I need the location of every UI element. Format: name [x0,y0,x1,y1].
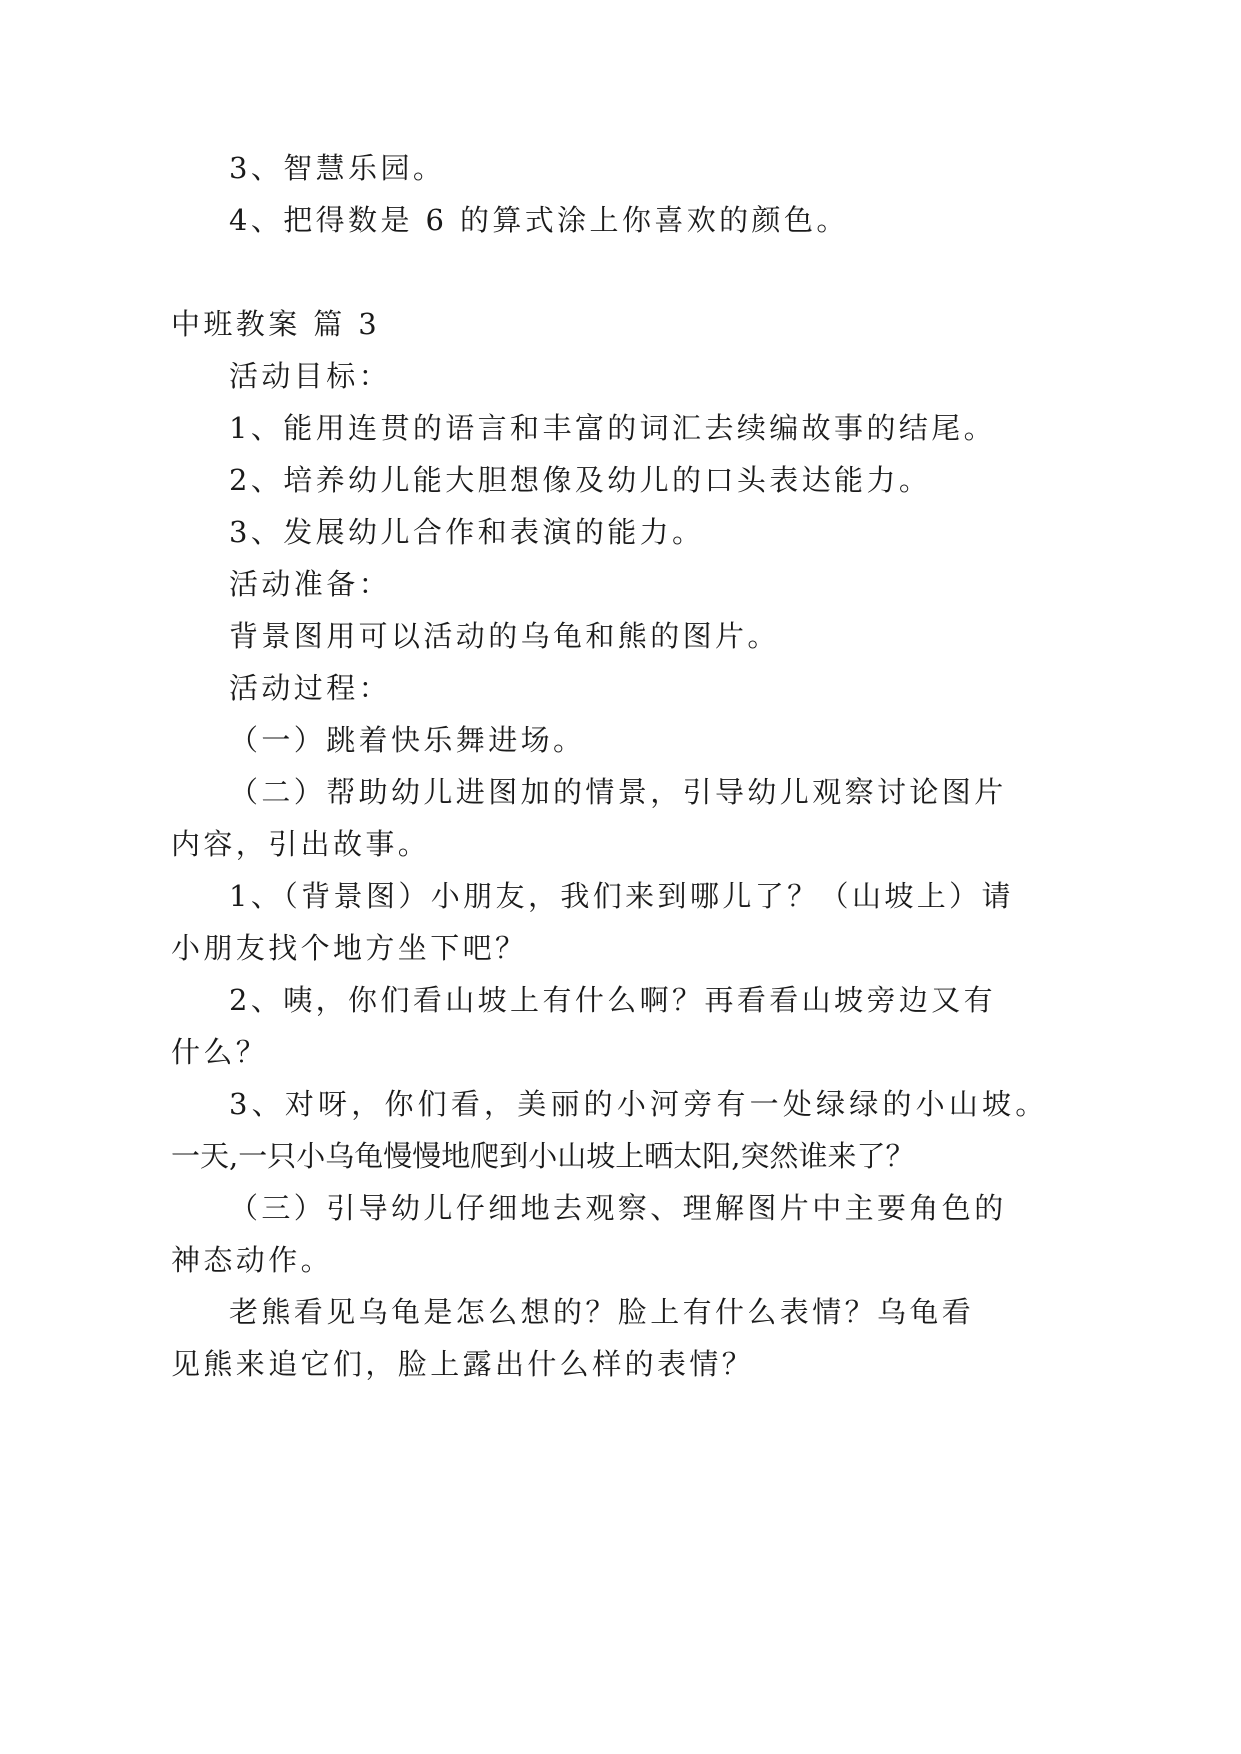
text-line-goal-2: 2、培养幼儿能大胆想像及幼儿的口头表达能力。 [229,463,932,497]
text-line-smart-park: 3、智慧乐园。 [229,151,446,185]
text-line-q3b: 一天,一只小乌龟慢慢地爬到小山坡上晒太阳,突然谁来了？ [171,1139,915,1173]
text-line-goal-3: 3、发展幼儿合作和表演的能力。 [229,515,705,549]
text-line-q3a: 3、对呀，你们看，美丽的小河旁有一处绿绿的小山坡。 [229,1087,1049,1121]
text-line-step-3b: 神态动作。 [171,1243,334,1277]
text-line-step-3a: （三）引导幼儿仔细地去观察、理解图片中主要角色的 [229,1191,1007,1225]
text-line-bear-a: 老熊看见乌龟是怎么想的？脸上有什么表情？乌龟看 [229,1295,975,1329]
text-line-q2b: 什么？ [171,1035,269,1069]
text-line-goal-1: 1、能用连贯的语言和丰富的词汇去续编故事的结尾。 [229,411,997,445]
text-line-goals-heading: 活动目标： [229,359,392,393]
section-heading: 中班教案 篇 3 [171,307,381,341]
text-line-step-2a: （二）帮助幼儿进图加的情景，引导幼儿观察讨论图片 [229,775,1007,809]
text-line-q2a: 2、咦，你们看山坡上有什么啊？再看看山坡旁边又有 [229,983,997,1017]
text-line-q1a: 1、（背景图）小朋友，我们来到哪儿了？（山坡上）请 [229,879,1014,913]
text-line-color-task: 4、把得数是 6 的算式涂上你喜欢的颜色。 [229,203,849,237]
text-line-step-1: （一）跳着快乐舞进场。 [229,723,586,757]
text-line-prep: 背景图用可以活动的乌龟和熊的图片。 [229,619,780,653]
text-line-step-2b: 内容，引出故事。 [171,827,431,861]
text-line-process-heading: 活动过程： [229,671,392,705]
text-line-prep-heading: 活动准备： [229,567,392,601]
text-line-q1b: 小朋友找个地方坐下吧？ [171,931,528,965]
text-line-bear-b: 见熊来追它们，脸上露出什么样的表情？ [171,1347,755,1381]
